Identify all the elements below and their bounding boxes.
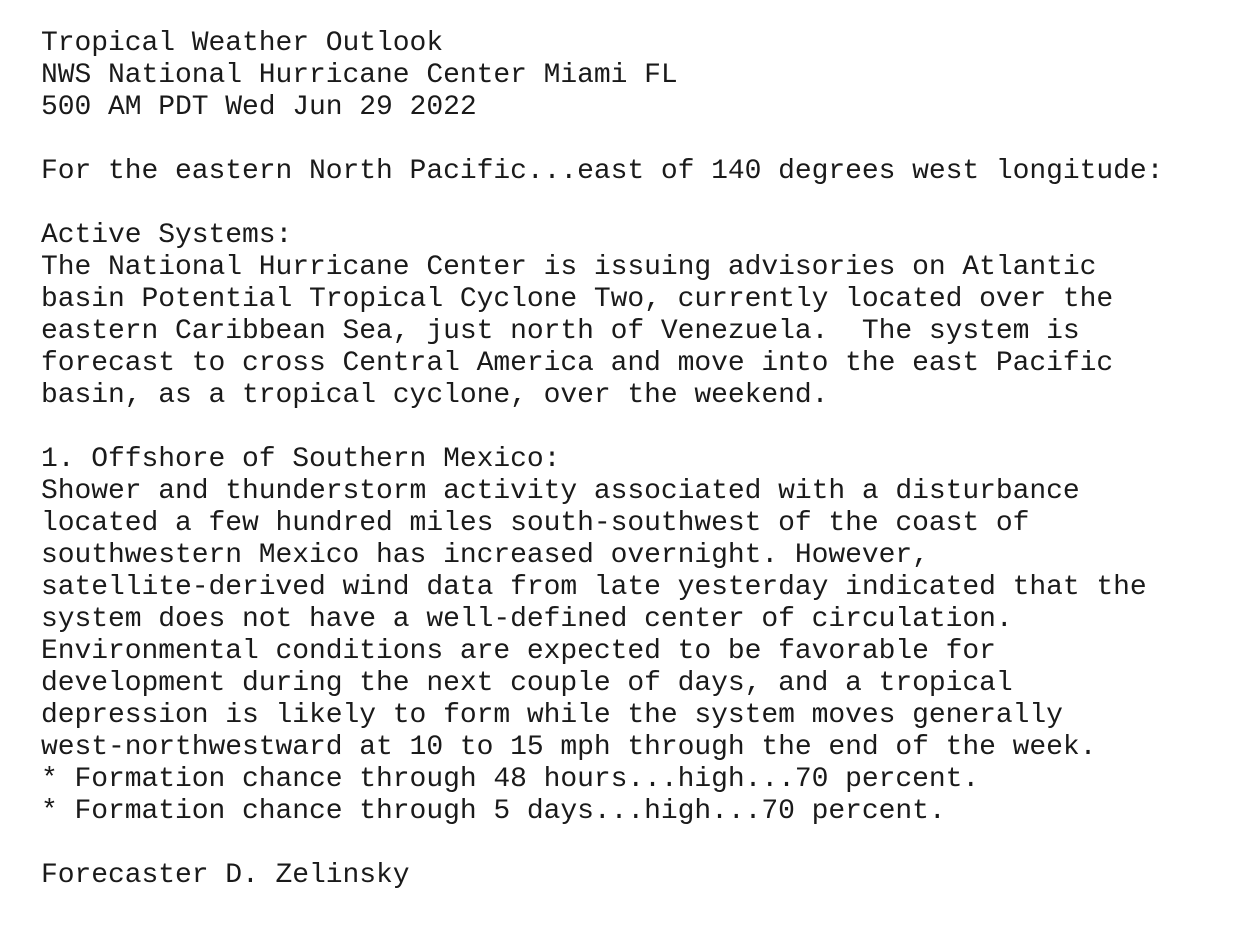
blank-line <box>41 412 1163 444</box>
active-systems-line: eastern Caribbean Sea, just north of Venezuela. The system is <box>41 316 1080 347</box>
blank-line <box>41 188 1163 220</box>
outlook-document <box>41 28 1163 892</box>
system-1-line: system does not have a well-defined center of circulation. <box>41 604 1013 635</box>
active-systems-line: The National Hurricane Center is issuing advisories on Atlantic <box>41 252 1097 283</box>
system-1-line: depression is likely to form while the system moves generally <box>41 700 1063 731</box>
system-1-line: Shower and thunderstorm activity associated with a disturbance <box>41 476 1080 507</box>
system-1-line: satellite-derived wind data from late yesterday indicated that the <box>41 572 1147 603</box>
active-systems-line: basin, as a tropical cyclone, over the weekend. <box>41 380 829 411</box>
active-systems-line: forecast to cross Central America and move into the east Pacific <box>41 348 1114 379</box>
issue-time: 500 AM PDT Wed Jun 29 2022 <box>41 92 477 123</box>
formation-chance-48h: * Formation chance through 48 hours...high...70 percent. <box>41 764 980 795</box>
system-1-line: southwestern Mexico has increased overnight. However, <box>41 540 929 571</box>
outlook-title: Tropical Weather Outlook <box>41 28 444 59</box>
issuing-office: NWS National Hurricane Center Miami FL <box>41 60 678 91</box>
system-1-line: Environmental conditions are expected to be favorable for <box>41 636 996 667</box>
blank-line <box>41 124 1163 156</box>
active-systems-line: basin Potential Tropical Cyclone Two, currently located over the <box>41 284 1114 315</box>
formation-chance-5d: * Formation chance through 5 days...high...70 percent. <box>41 796 946 827</box>
system-1-line: located a few hundred miles south-southwest of the coast of <box>41 508 1030 539</box>
blank-line <box>41 828 1163 860</box>
region-statement: For the eastern North Pacific...east of 140 degrees west longitude: <box>41 156 1164 187</box>
forecaster-signature: Forecaster D. Zelinsky <box>41 860 410 891</box>
system-1-heading: 1. Offshore of Southern Mexico: <box>41 444 561 475</box>
system-1-line: development during the next couple of days, and a tropical <box>41 668 1013 699</box>
system-1-line: west-northwestward at 10 to 15 mph through the end of the week. <box>41 732 1097 763</box>
active-systems-heading: Active Systems: <box>41 220 293 251</box>
